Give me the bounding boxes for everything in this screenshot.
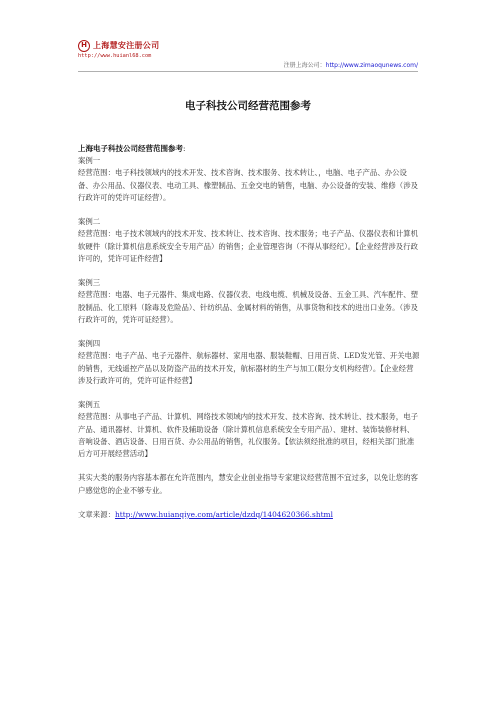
subheading — [78, 143, 420, 155]
subheading-colon: : — [183, 144, 186, 153]
header-divider — [78, 71, 418, 72]
page-header — [0, 0, 496, 80]
source-label: 文章来源： — [78, 510, 115, 519]
case-label: 案例一 — [78, 156, 101, 166]
case-label: 案例四 — [78, 339, 101, 349]
case-text: 经营范围：电子技术领域内的技术开发、技术转让、技术咨询、技术服务；电子产品、仪器仪表和计算机软硬件（除计算机信息系统安全专用产品）的销售；企业管理咨询（不得从事经纪）。【企业经营涉及行政许可的，凭许可证件经营】 — [78, 229, 418, 263]
case-text: 经营范围：电器、电子元器件、集成电路、仪器仪表、电线电缆、机械及设备、五金工具、汽车配件、塑胶制品、化工原料（除毒及危险品）、针纺织品、金属材料的销售，从事货物和技术的进出口业务。（涉及行政许可的，凭许可证经营）。 — [78, 290, 418, 324]
case-3 — [78, 277, 420, 326]
case-label: 案例五 — [78, 400, 101, 410]
page-title: 电子科技公司经营范围参考 — [185, 100, 311, 112]
article-body — [78, 143, 420, 521]
header-link-url[interactable]: http://www.zimaoqunews.com/ — [325, 62, 418, 69]
case-2 — [78, 216, 420, 265]
logo-company-name: 上海慧安注册公司 — [93, 41, 160, 50]
case-text: 经营范围：电子产品、电子元器件、航标器材、家用电器、服装鞋帽、日用百货、LED发光管、开关电源的销售，无线遥控产品以及防盗产品的技术开发，航标器材的生产与加工(限分支机构经营）。【企业经营涉及行政许可的，凭许可证件经营】 — [78, 351, 420, 385]
logo-h-icon: H — [78, 40, 90, 52]
case-5 — [78, 399, 420, 460]
case-label: 案例二 — [78, 217, 101, 227]
case-1 — [78, 155, 420, 204]
subheading-text: 上海电子科技公司经营范围参考 — [78, 144, 183, 153]
company-logo[interactable] — [78, 40, 168, 62]
article-source — [78, 509, 420, 521]
case-text: 经营范围：电子科技领域内的技术开发、技术咨询、技术服务、技术转让、，电脑、电子产品、办公设备、办公用品、仪器仪表、电动工具、橡塑制品、五金交电的销售，电脑、办公设备的安装、维修（涉及行政许可的凭许可证经营）。 — [78, 168, 418, 202]
case-label: 案例三 — [78, 278, 101, 288]
logo-url: http://www.huianl68.com — [78, 53, 152, 59]
header-link-prefix: 注册上海公司： — [283, 62, 326, 69]
closing-paragraph: 其实大类的服务内容基本都在允许范围内，慧安企业创业指导专家建议经营范围不宜过多，以免让您的客户感觉您的企业不够专业。 — [78, 473, 418, 495]
source-link[interactable]: http://www.huianqiye.com/article/dzdq/1404620366.shtml — [114, 510, 333, 519]
case-4 — [78, 338, 420, 387]
header-registration-link[interactable] — [284, 61, 418, 70]
case-text: 经营范围：从事电子产品、计算机、网络技术领域内的技术开发、技术咨询、技术转让、技术服务，电子产品、通讯器材、计算机、软件及辅助设备（除计算机信息系统安全专用产品）、建材、装饰装修材料、音响设备、酒店设备、日用百货、办公用品的销售，礼仪服务。【依法须经批准的项目，经相关部门批准后方可开展经营活动】 — [78, 412, 418, 459]
